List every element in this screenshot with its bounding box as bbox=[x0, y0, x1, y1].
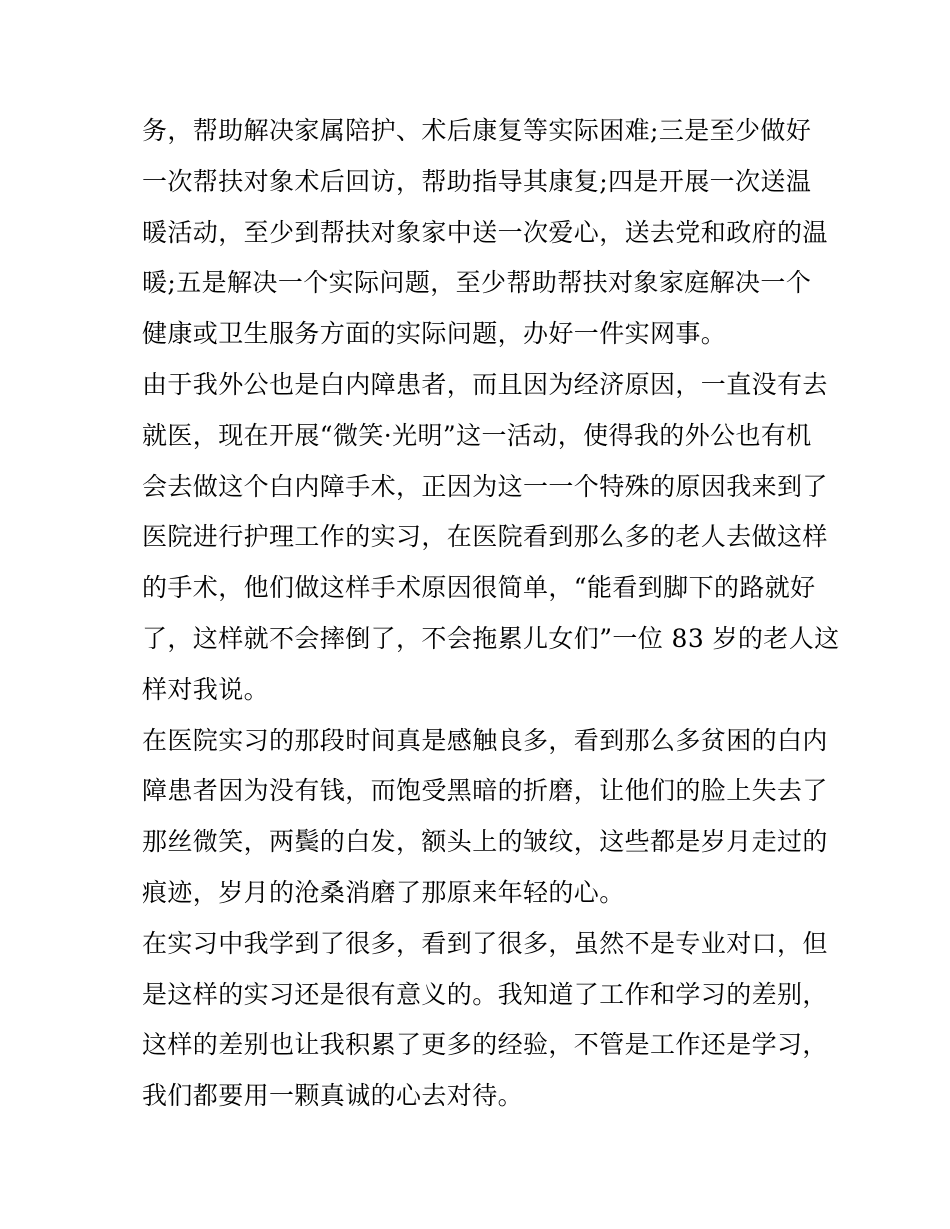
paragraph-4 bbox=[142, 919, 828, 1122]
text-line: 这样的差别也让我积累了更多的经验，不管是工作还是学习， bbox=[142, 1030, 828, 1060]
text-line: 健康或卫生服务方面的实际问题，办好一件实网事。 bbox=[142, 319, 727, 349]
text-line: 样对我说。 bbox=[142, 674, 270, 704]
paragraph-2 bbox=[142, 360, 840, 716]
text-line: 医院进行护理工作的实习，在医院看到那么多的老人去做这样 bbox=[142, 522, 828, 552]
text-line: 就医，现在开展“微笑·光明”这一活动，使得我的外公也有机 bbox=[142, 420, 812, 450]
text-line: 暖;五是解决一个实际问题，至少帮助帮扶对象家庭解决一个 bbox=[142, 268, 812, 298]
text-line: 我们都要用一颗真诚的心去对待。 bbox=[142, 1081, 524, 1111]
text-line: 会去做这个白内障手术，正因为这一一个特殊的原因我来到了 bbox=[142, 471, 828, 501]
text-line: 务，帮助解决家属陪护、术后康复等实际困难;三是至少做好 bbox=[142, 116, 812, 145]
document-body bbox=[142, 106, 840, 1122]
text-line: 由于我外公也是白内障患者，而且因为经济原因，一直没有去 bbox=[142, 369, 828, 399]
paragraph-1 bbox=[142, 106, 828, 360]
text-line: 在实习中我学到了很多，看到了很多，虽然不是专业对口，但 bbox=[142, 928, 828, 958]
text-line: 一次帮扶对象术后回访，帮助指导其康复;四是开展一次送温 bbox=[142, 166, 812, 196]
text-line: 是这样的实习还是很有意义的。我知道了工作和学习的差别， bbox=[142, 979, 828, 1009]
text-line: 的手术，他们做这样手术原因很简单，“能看到脚下的路就好 bbox=[142, 573, 816, 603]
text-line: 那丝微笑，两鬓的白发，额头上的皱纹，这些都是岁月走过的 bbox=[142, 827, 828, 857]
text-line: 障患者因为没有钱，而饱受黑暗的折磨，让他们的脸上失去了 bbox=[142, 776, 828, 806]
text-line: 了，这样就不会摔倒了，不会拖累儿女们”一位 83 岁的老人这 bbox=[142, 623, 840, 653]
text-line: 痕迹，岁月的沧桑消磨了那原来年轻的心。 bbox=[142, 877, 625, 907]
text-line: 在医院实习的那段时间真是感触良多，看到那么多贫困的白内 bbox=[142, 725, 828, 755]
paragraph-3 bbox=[142, 716, 828, 919]
text-line: 暖活动，至少到帮扶对象家中送一次爱心，送去党和政府的温 bbox=[142, 217, 828, 247]
